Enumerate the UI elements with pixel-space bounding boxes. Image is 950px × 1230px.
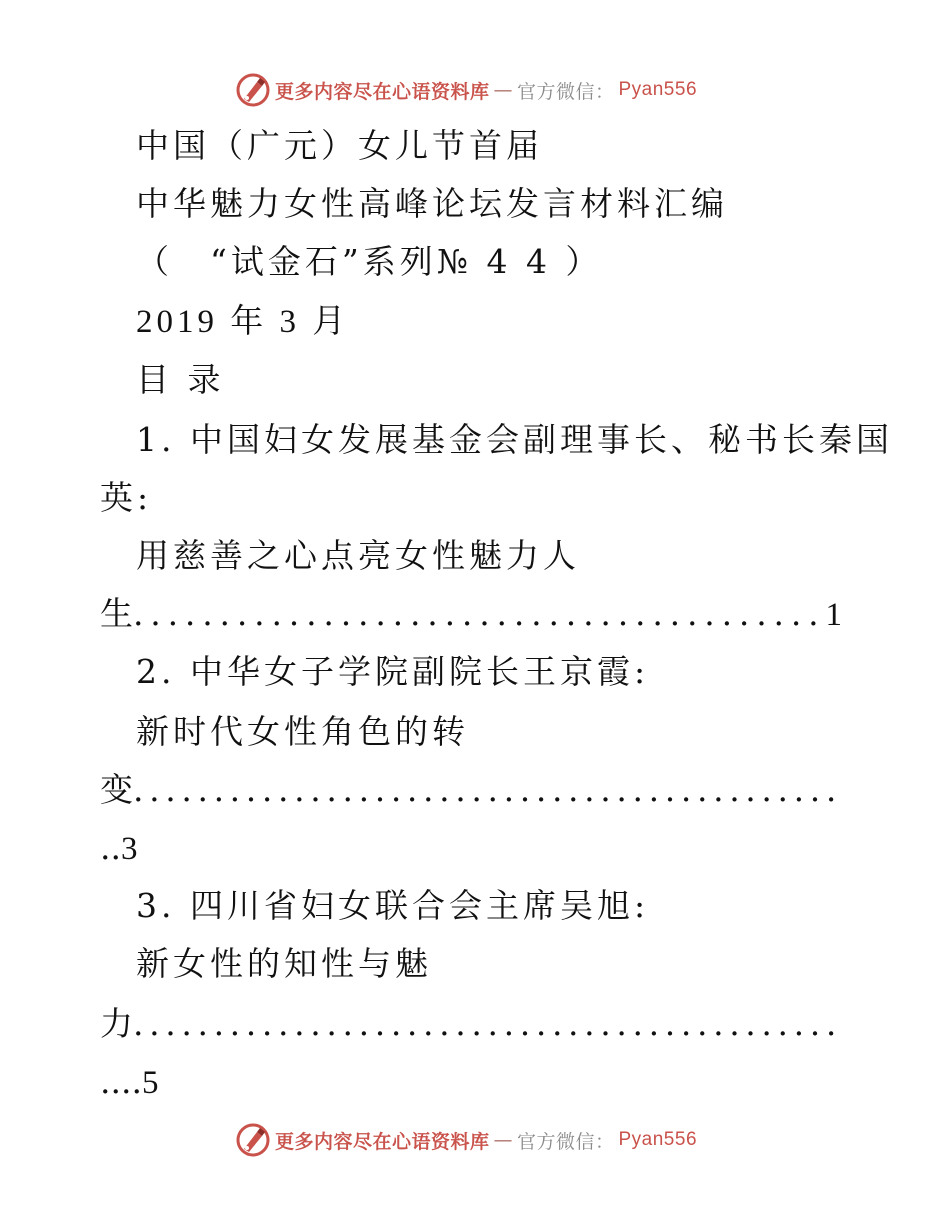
banner-wechat-label: 官方微信： bbox=[516, 1130, 615, 1153]
toc-heading: 目 录 bbox=[136, 360, 225, 399]
toc-entry-3-dot-leader: ............................................ bbox=[133, 1004, 842, 1043]
toc-entry-3-dot-leader-cont: .... bbox=[100, 1062, 142, 1101]
toc-entry-3-leader-line-cont[interactable] bbox=[100, 1062, 842, 1103]
toc-entry-3-title-end: 力 bbox=[100, 1004, 133, 1043]
toc-entry-1-speaker-cont: 英: bbox=[100, 478, 153, 517]
toc-entry-1-dot-leader: ........................................ bbox=[133, 594, 826, 633]
banner-separator: — bbox=[493, 1129, 513, 1151]
pen-logo-icon bbox=[235, 72, 271, 108]
document-series: （ “试金石”系列№ 4 4 ） bbox=[136, 242, 603, 281]
toc-entry-3-title: 新女性的知性与魅 bbox=[136, 944, 432, 983]
toc-entry-2-title: 新时代女性角色的转 bbox=[136, 712, 469, 751]
banner-wechat-id: Pyan556 bbox=[618, 1129, 698, 1150]
banner-site-text: 更多内容尽在心语资料库 bbox=[274, 1130, 490, 1153]
header-watermark-banner bbox=[0, 70, 950, 110]
toc-entry-2-title-end: 变 bbox=[100, 770, 133, 809]
banner-separator: — bbox=[493, 79, 513, 101]
toc-entry-1-page-number: 1 bbox=[825, 597, 842, 633]
pen-logo-icon bbox=[235, 1122, 271, 1158]
toc-entry-1-leader-line[interactable] bbox=[100, 594, 842, 635]
toc-entry-3-page-number: 5 bbox=[141, 1065, 159, 1101]
footer-watermark-banner bbox=[0, 1120, 950, 1160]
banner-wechat-label: 官方微信： bbox=[516, 80, 615, 103]
toc-entry-2-page-number: 3 bbox=[120, 831, 138, 867]
toc-entry-2-leader-line[interactable] bbox=[100, 770, 842, 810]
toc-entry-1-title: 用慈善之心点亮女性魅力人 bbox=[136, 536, 580, 575]
toc-entry-2-dot-leader-cont: .. bbox=[100, 828, 121, 867]
toc-entry-3-leader-line[interactable] bbox=[100, 1004, 842, 1044]
toc-entry-2-dot-leader: ............................................ bbox=[133, 770, 842, 809]
toc-entry-1-title-end: 生 bbox=[100, 594, 133, 633]
banner-site-text: 更多内容尽在心语资料库 bbox=[274, 80, 490, 103]
document-title-line1: 中国（广元）女儿节首届 bbox=[136, 126, 543, 165]
toc-entry-3-speaker: 3. 四川省妇女联合会主席吴旭: bbox=[136, 886, 650, 925]
toc-entry-2-leader-line-cont[interactable] bbox=[100, 828, 842, 869]
toc-entry-2-speaker: 2. 中华女子学院副院长王京霞: bbox=[136, 652, 650, 691]
document-title-line2: 中华魅力女性高峰论坛发言材料汇编 bbox=[136, 184, 728, 223]
document-date: 2019 年 3 月 bbox=[136, 304, 350, 340]
toc-entry-1-speaker: 1. 中国妇女发展基金会副理事长、秘书长秦国 bbox=[136, 420, 893, 459]
banner-wechat-id: Pyan556 bbox=[618, 79, 698, 100]
